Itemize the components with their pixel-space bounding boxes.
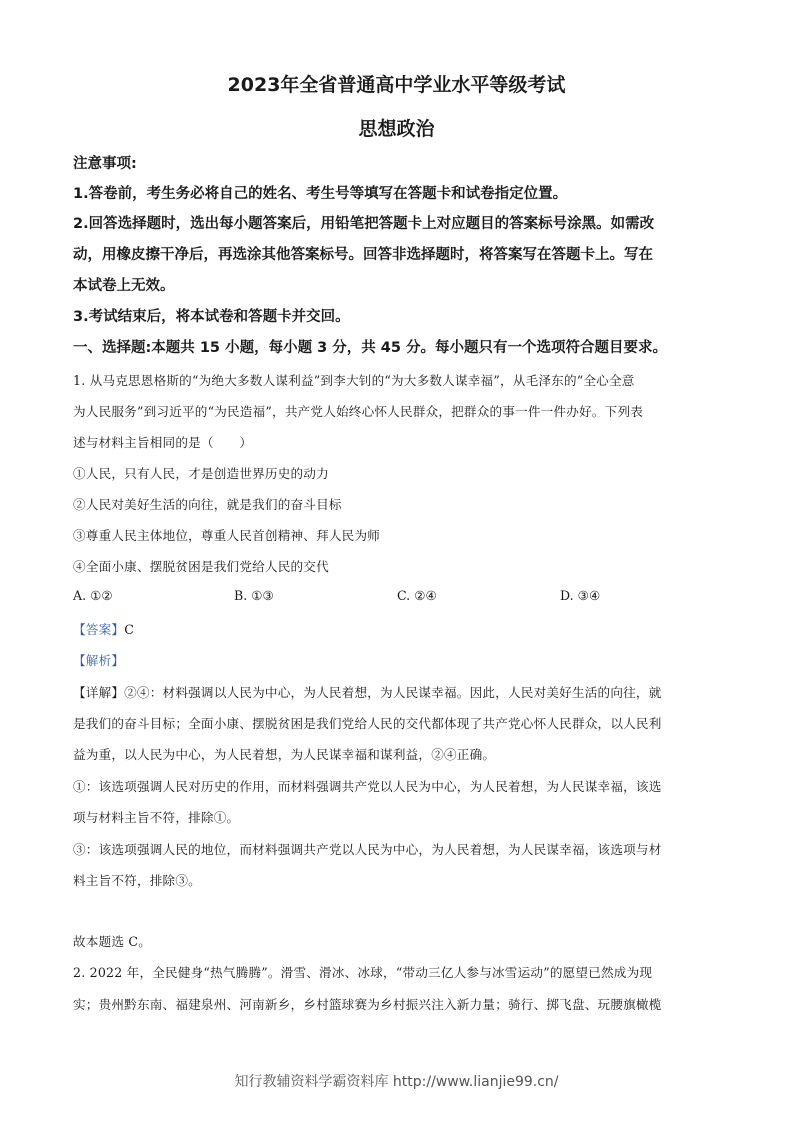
q2-stem-line-2: 实；贵州黔东南、福建泉州、河南新乡，乡村篮球赛为乡村振兴注入新力量；骑行、掷飞盘、玩腰旗橄榄 [73, 997, 662, 1012]
q1-detail-line-3: 益为重，以人民为中心，为人民着想，为人民谋幸福和谋利益，②④正确。 [73, 747, 496, 762]
q1-statement-1: ①人民，只有人民，才是创造世界历史的动力 [73, 466, 329, 481]
section-heading: 一、选择题:本题共 15 小题，每小题 3 分，共 45 分。每小题只有一个选项符合题目要求。 [73, 340, 668, 356]
notice-item-1: 1.答卷前，考生务必将自己的姓名、考生号等填写在答题卡和试卷指定位置。 [73, 186, 568, 202]
q1-analysis-line [73, 650, 723, 669]
answer-tag: 【答案】 [73, 622, 125, 637]
q1-stem-line-2: 为人民服务”到习近平的“为民造福”，共产党人始终心怀人民群众，把群众的事一件一件办好。下列表 [73, 404, 644, 419]
q1-option-b: B. ①③ [234, 588, 274, 603]
q1-option-c: C. ②④ [397, 588, 437, 603]
q1-stem-line-3: 述与材料主旨相同的是（ ） [73, 435, 253, 450]
footer-watermark: 知行教辅资料学霸资料库 http://www.lianjie99.cn/ [234, 1074, 559, 1090]
q1-option-d: D. ③④ [560, 588, 601, 603]
answer-value: C [124, 622, 135, 637]
q1-detail-line-2: 是我们的奋斗目标；全面小康、摆脱贫困是我们党给人民的交代都体现了共产党心怀人民群众，以人民利 [73, 716, 662, 731]
notice-item-3: 3.考试结束后，将本试卷和答题卡并交回。 [73, 309, 350, 325]
q1-statement-3: ③尊重人民主体地位，尊重人民首创精神、拜人民为师 [73, 528, 381, 543]
subject-title: 思想政治 [358, 118, 435, 140]
q1-statement-4: ④全面小康、摆脱贫困是我们党给人民的交代 [73, 559, 329, 574]
q1-stem-line-1: 1. 从马克思恩格斯的“为绝大多数人谋利益”到李大钊的“为大多数人谋幸福”，从毛泽东的“全心全意 [73, 373, 635, 388]
q2-stem-line-1: 2. 2022 年，全民健身“热气腾腾”。滑雪、滑冰、冰球，“带动三亿人参与冰雪运动”的愿望已然成为现 [73, 965, 653, 980]
notice-item-2-line-1: 2.回答选择题时，选出每小题答案后，用铅笔把答题卡上对应题目的答案标号涂黑。如需改 [73, 216, 655, 232]
notice-item-2-line-2: 动，用橡皮擦干净后，再选涂其他答案标号。回答非选择题时，将答案写在答题卡上。写在 [73, 247, 653, 263]
q1-conclusion: 故本题选 C。 [73, 934, 152, 949]
q1-detail-line-1: 【详解】②④：材料强调以人民为中心，为人民着想，为人民谋幸福。因此，人民对美好生活的向往，就 [73, 685, 662, 700]
q1-explain-3-line-1: ③：该选项强调人民的地位，而材料强调共产党以人民为中心，为人民着想，为人民谋幸福，该选项与材 [73, 842, 662, 857]
q1-answer-line [73, 619, 723, 638]
q1-explain-1-line-1: ①：该选项强调人民对历史的作用，而材料强调共产党以人民为中心，为人民着想，为人民谋幸福，该选 [73, 779, 662, 794]
q1-statement-2: ②人民对美好生活的向往，就是我们的奋斗目标 [73, 497, 342, 512]
q1-option-a: A. ①② [73, 588, 113, 603]
q1-explain-3-line-2: 料主旨不符，排除③。 [73, 873, 201, 888]
q1-explain-1-line-2: 项与材料主旨不符，排除①。 [73, 810, 240, 825]
notice-item-2-line-3: 本试卷上无效。 [73, 278, 175, 294]
notice-heading: 注意事项: [73, 156, 137, 172]
analysis-tag: 【解析】 [73, 653, 125, 668]
exam-title: 2023年全省普通高中学业水平等级考试 [227, 74, 566, 96]
